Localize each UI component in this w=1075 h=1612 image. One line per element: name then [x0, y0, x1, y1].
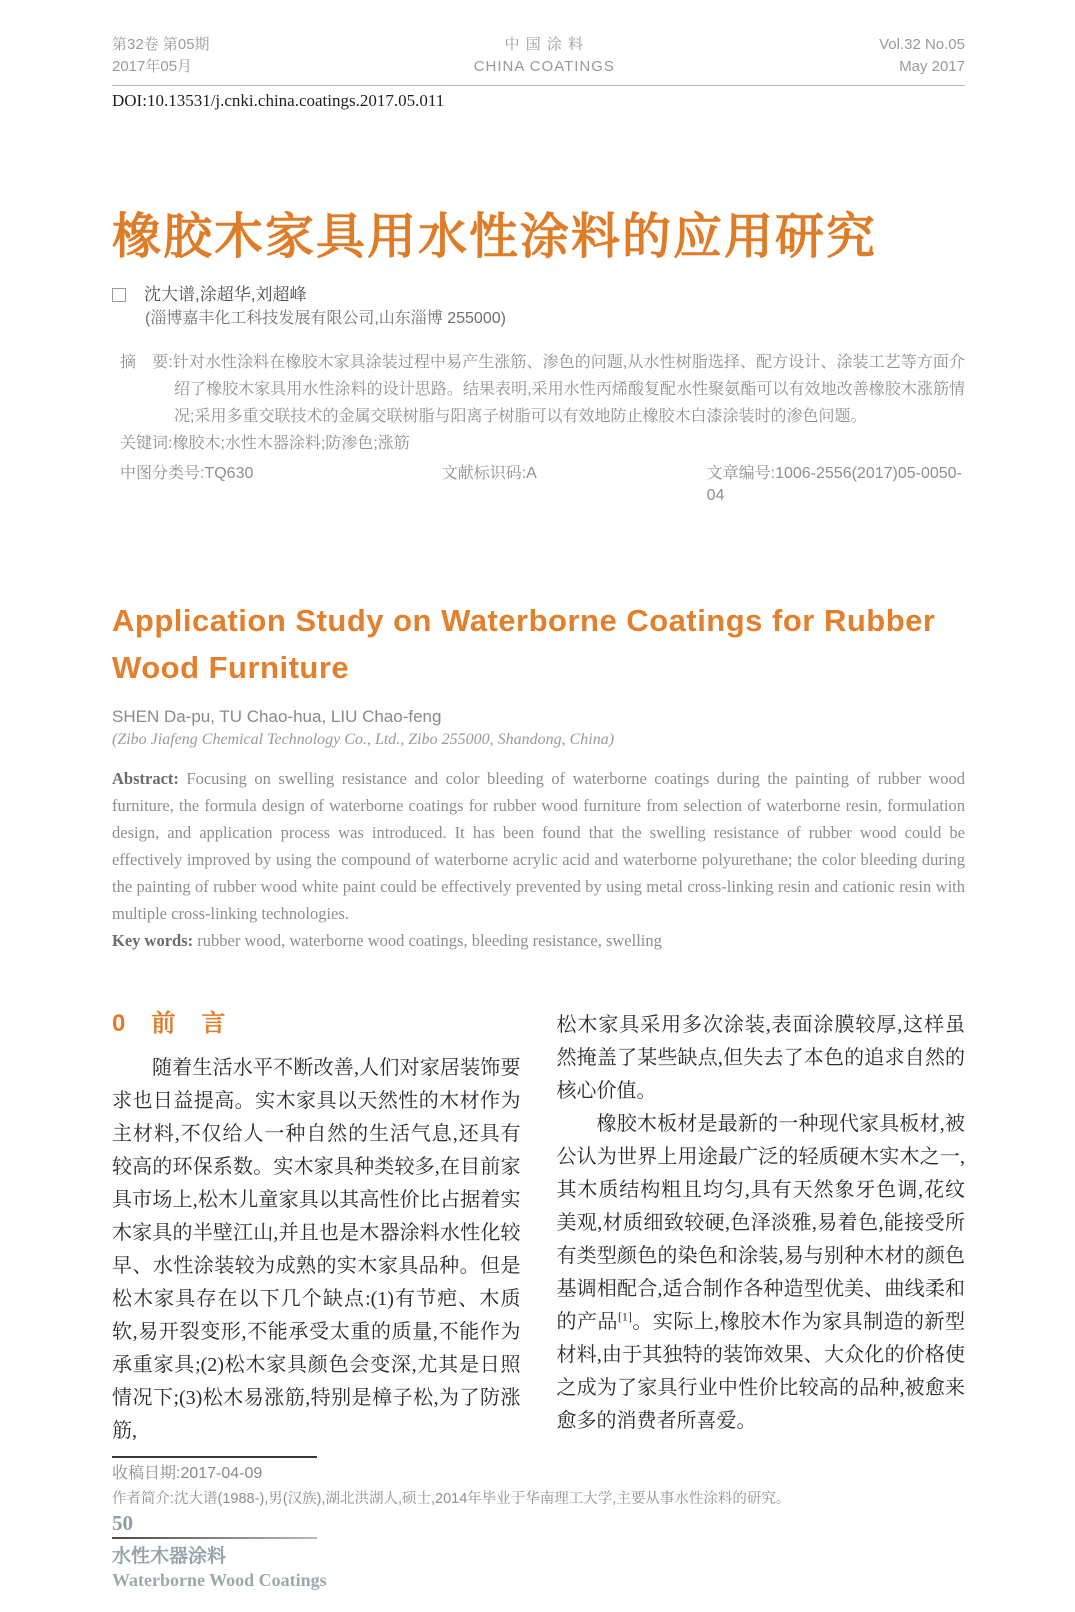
paragraph-text-pre: 橡胶木板材是最新的一种现代家具板材,被公认为世界上用途最广泛的轻质硬木实木之一,其木质结构粗且均匀,具有天然象牙色调,花纹美观,材质细致较硬,色泽淡雅,易着色,能接受所有类型颜色的染色和涂装,易与别种木材的颜色基调相配合,适合制作各种造型优美、曲线柔和的产品 [556, 1113, 965, 1333]
authors-cn-row [112, 283, 965, 307]
journal-header-center [474, 34, 615, 78]
paragraph-text-post: 。实际上,橡胶木作为家具制造的新型材料,由于其独特的装饰效果、大众化的价格使之成为了家具行业中性价比较高的品种,被愈来愈多的消费者所喜爱。 [556, 1311, 966, 1432]
journal-name-cn: 中 国 涂 料 [504, 36, 585, 53]
abstract-cn-label: 摘 要: [120, 354, 173, 371]
section-0-title: 前言 [151, 1010, 252, 1037]
column-name-cn: 水性木器涂料 [112, 1546, 227, 1567]
journal-name-en: CHINA COATINGS [473, 58, 615, 75]
journal-header [112, 34, 965, 78]
section-0-heading [112, 1009, 521, 1039]
column-name-en: Waterborne Wood Coatings [112, 1570, 327, 1590]
header-divider [112, 85, 965, 86]
clc-number: 中图分类号:TQ630 [120, 465, 254, 482]
author-marker-square-icon [112, 288, 126, 302]
abstract-en [112, 765, 965, 927]
article-title-en: Application Study on Waterborne Coatings for Rubber Wood Furniture [112, 603, 936, 685]
keywords-cn-label: 关键词: [120, 435, 173, 452]
page-number: 50 [112, 1511, 133, 1535]
body-column-right [557, 1009, 966, 1448]
date-en: May 2017 [899, 58, 965, 75]
document-code: 文献标识码:A [441, 465, 537, 482]
reference-citation-1: [1] [617, 1309, 632, 1324]
abstract-cn [112, 349, 965, 430]
affiliation-en: (Zibo Jiafeng Chemical Technology Co., Ltd., Zibo 255000, Shandong, China) [112, 731, 615, 748]
abstract-en-label: Abstract: [112, 769, 179, 788]
date-cn: 2017年05月 [112, 58, 193, 75]
affiliation-cn: (淄博嘉丰化工科技发展有限公司,山东淄博 255000) [145, 310, 506, 327]
keywords-en-text: rubber wood, waterborne wood coatings, bleeding resistance, swelling [193, 931, 662, 950]
section-0-number: 0 [112, 1010, 126, 1037]
abstract-cn-text: 针对水性涂料在橡胶木家具涂装过程中易产生涨筋、渗色的问题,从水性树脂选择、配方设计、涂装工艺等方面介绍了橡胶木家具用水性涂料的设计思路。结果表明,采用水性丙烯酸复配水性聚氨酯可以有效地改善橡胶木涨筋情况;采用多重交联技术的金属交联树脂与阳离子树脂可以有效地防止橡胶木白漆涂装时的渗色问题。 [172, 354, 965, 425]
doi-line: DOI:10.13531/j.cnki.china.coatings.2017.05.011 [112, 91, 445, 110]
authors-en: SHEN Da-pu, TU Chao-hua, LIU Chao-feng [112, 707, 442, 726]
footnote-block [112, 1456, 965, 1511]
footnote-divider [112, 1456, 317, 1458]
author-bio: 作者简介:沈大谱(1988-),男(汉族),湖北洪湖人,硕士,2014年毕业于华南理工大学,主要从事水性涂料的研究。 [112, 1491, 791, 1507]
keywords-cn [112, 430, 965, 457]
page-footer [112, 1511, 965, 1612]
journal-header-right [879, 34, 965, 78]
keywords-en [112, 927, 965, 954]
body-paragraph-left: 随着生活水平不断改善,人们对家居装饰要求也日益提高。实木家具以天然性的木材作为主材料,不仅给人一种自然的生活气息,还具有较高的环保系数。实木家具种类较多,在目前家具市场上,松木儿童家具以其高性价比占据着实木家具的半壁江山,并且也是木器涂料水性化较早、水性涂装较为成熟的实木家具品种。但是松木家具存在以下几个缺点:(1)有节疤、木质软,易开裂变形,不能承受太重的质量,不能作为承重家具;(2)松木家具颜色会变深,尤其是日照情况下;(3)松木易涨筋,特别是樟子松,为了防涨筋, [112, 1057, 521, 1442]
body-columns [112, 1009, 965, 1448]
body-paragraph-right-1: 松木家具采用多次涂装,表面涂膜较厚,这样虽然掩盖了某些缺点,但失去了本色的追求自然的核心价值。 [556, 1014, 965, 1102]
keywords-en-label: Key words: [112, 931, 194, 950]
page-number-divider [112, 1537, 317, 1539]
classification-row [112, 463, 965, 507]
journal-header-left [112, 34, 210, 78]
volume-issue-en: Vol.32 No.05 [879, 36, 965, 53]
abstract-en-text: Focusing on swelling resistance and color bleeding of waterborne coatings during the painting of rubber wood furniture, the formula design of waterborne coatings for rubber wood furniture from selection of waterborne resin, formulation design, and application process was introduced. It has been found that the swelling resistance of rubber wood could be effectively improved by using the compound of waterborne acrylic acid and waterborne polyurethane; the color bleeding during the painting of rubber wood white paint could be effectively prevented by using metal cross-linking resin and cationic resin with multiple cross-linking technologies. [112, 769, 965, 923]
body-paragraph-right-2 [557, 1108, 966, 1438]
keywords-cn-text: 橡胶木;水性木器涂料;防渗色;涨筋 [172, 435, 410, 452]
body-column-left [112, 1009, 521, 1448]
authors-cn: 沈大谱,涂超华,刘超峰 [144, 285, 307, 304]
article-title-cn: 橡胶木家具用水性涂料的应用研究 [112, 210, 878, 264]
article-id: 文章编号:1006-2556(2017)05-0050-04 [706, 465, 962, 504]
volume-issue-cn: 第32卷 第05期 [112, 36, 210, 53]
received-date: 收稿日期:2017-04-09 [112, 1465, 263, 1482]
